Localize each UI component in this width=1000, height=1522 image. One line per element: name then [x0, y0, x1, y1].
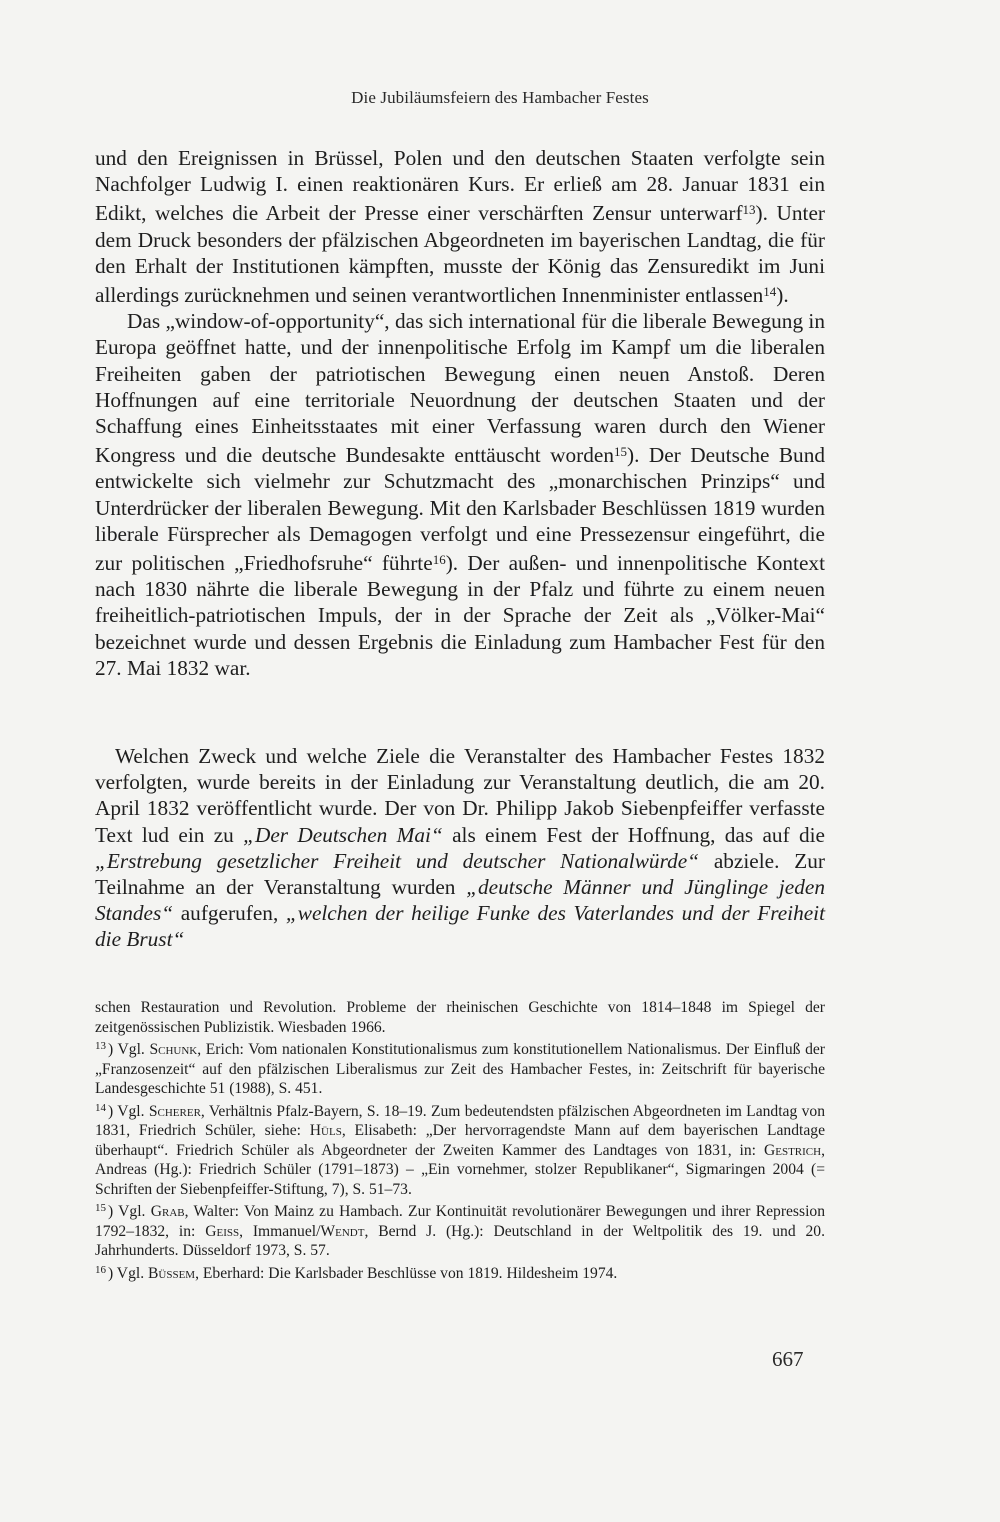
footnote-13: $^{13}$ ) Vgl. Schunk, Erich: Vom nationalen Konstitutionalismus zum konstitutionellem Nationalismus. Der Einfluß der „Franzosenzeit“ auf den pfälzischen Liberalismus zur Zeit des Hambacher Festes, in: Zeitschrift für bayerische Landesgeschichte 51 (1988), S. 451.: [95, 1040, 826, 1097]
quote-1: „Der Deutschen Mai“: [243, 822, 443, 847]
footnote-15: $^{15}$ ) Vgl. Grab, Walter: Von Mainz zu Hambach. Zur Kontinuität revolutionärer Bewegungen und ihrer Repression 1792–1832, in: Geiss, Immanuel/Wendt, Bernd J. (Hg.): Deutschland in der Weltpolitik des 19. und 20. Jahrhunderts. Düsseldorf 1973, S. 57.: [95, 1202, 825, 1259]
footnote-continuation: schen Restauration und Revolution. Probleme der rheinischen Geschichte von 1814–1848 im Spiegel der zeitgenössischen Publizistik. Wiesbaden 1966.: [95, 999, 825, 1036]
main-text-block-1: [95, 145, 825, 681]
paragraph-1: und den Ereignissen in Brüssel, Polen und den deutschen Staaten verfolgte sein Nachfolger Ludwig I. einen reaktionären Kurs. Er erließ am 28. Januar 1831 ein Edikt, welches die Arbeit der Presse einer verschärften Zensur unterwarf$^{13}$). Unter dem Druck besonders der pfälzischen Abgeordneten im bayerischen Landtag, die für den Erhalt der Institutionen kämpften, musste der König das Zensuredikt im Juni allerdings zurücknehmen und seinen verantwortlichen Innenminister entlassen$^{14}$).: [95, 146, 825, 308]
main-text-block-2: [95, 743, 825, 953]
footnote-16: $^{16}$ ) Vgl. Büssem, Eberhard: Die Karlsbader Beschlüsse von 1819. Hildesheim 1974.: [95, 1263, 618, 1282]
footnote-ref-15: 15: [614, 444, 628, 460]
footnote-ref-16: 16: [432, 552, 446, 568]
footnote-ref-14: 14: [763, 284, 777, 300]
quote-4: „welchen der heilige Funke des Vaterlandes und der Freiheit die Brust“: [95, 901, 826, 952]
footnotes: [95, 998, 825, 1283]
page-number: 667: [772, 1347, 804, 1371]
quote-2: „Erstrebung gesetzlicher Freiheit und deutscher Nationalwürde“: [95, 848, 700, 873]
footnote-14: $^{14}$ ) Vgl. Scherer, Verhältnis Pfalz-Bayern, S. 18–19. Zum bedeutendsten pfälzischen Abgeordneten im Landtag von 1831, Friedrich Schüler, siehe: Hüls, Elisabeth: „Der hervorragendste Mann auf dem bayerischen Landtage überhaupt“. Friedrich Schüler als Abgeordneter der Zweiten Kammer des Landtages von 1831, in: Gestrich, Andreas (Hg.): Friedrich Schüler (1791–1873) – „Ein vornehmer, stolzer Republikaner“, Sigmaringen 2004 (= Schriften der Siebenpfeiffer-Stiftung, 7), S. 51–73.: [95, 1101, 825, 1198]
paragraph-2: Das „window-of-opportunity“, das sich international für die liberale Bewegung in Europa geöffnet hatte, und der innenpolitische Erfolg im Kampf um die liberalen Freiheiten gaben der patriotischen Bewegung einen neuen Anstoß. Deren Hoffnungen auf eine territoriale Neuordnung der deutschen Staaten und der Schaffung eines Einheitsstaates mit einer Verfassung waren durch den Wiener Kongress und die deutsche Bundesakte enttäuscht worden$^{15}$). Der Deutsche Bund entwickelte sich vielmehr zur Schutzmacht des „monarchischen Prinzips“ und Unterdrücker der liberalen Bewegung. Mit den Karlsbader Beschlüssen 1819 wurden liberale Fürsprecher als Demagogen verfolgt und eine Pressezensur eingeführt, die zur politischen „Friedhofsruhe“ führte$^{16}$). Der außen- und innenpolitische Kontext nach 1830 nährte die liberale Bewegung in der Pfalz und führte zu einem neuen freiheitlich-patriotischen Impuls, der in der Sprache der Zeit als „Völker-Mai“ bezeichnet wurde und dessen Ergebnis die Einladung zum Hambacher Fest für den 27. Mai 1832 war.: [95, 309, 826, 680]
running-head: Die Jubiläumsfeiern des Hambacher Festes: [351, 88, 649, 107]
quote-3: „deutsche Männer und Jünglinge jeden Standes“: [95, 875, 825, 926]
paragraph-3: Welchen Zweck und welche Ziele die Veranstalter des Hambacher Festes 1832 verfolgten, wurde bereits in der Einladung zur Veranstaltung deutlich, die am 20. April 1832 veröffentlicht wurde. Der von Dr. Philipp Jakob Siebenpfeiffer verfasste Text lud ein zu „Der Deutschen Mai“ als einem Fest der Hoffnung, das auf die „Erstrebung gesetzlicher Freiheit und deutscher Nationalwürde“ abziele. Zur Teilnahme an der Veranstaltung wurden „deutsche Männer und Jünglinge jeden Standes“ aufgerufen, „welchen der heilige Funke des Vaterlandes und der Freiheit die Brust“: [95, 744, 826, 952]
footnote-ref-13: 13: [742, 202, 756, 218]
